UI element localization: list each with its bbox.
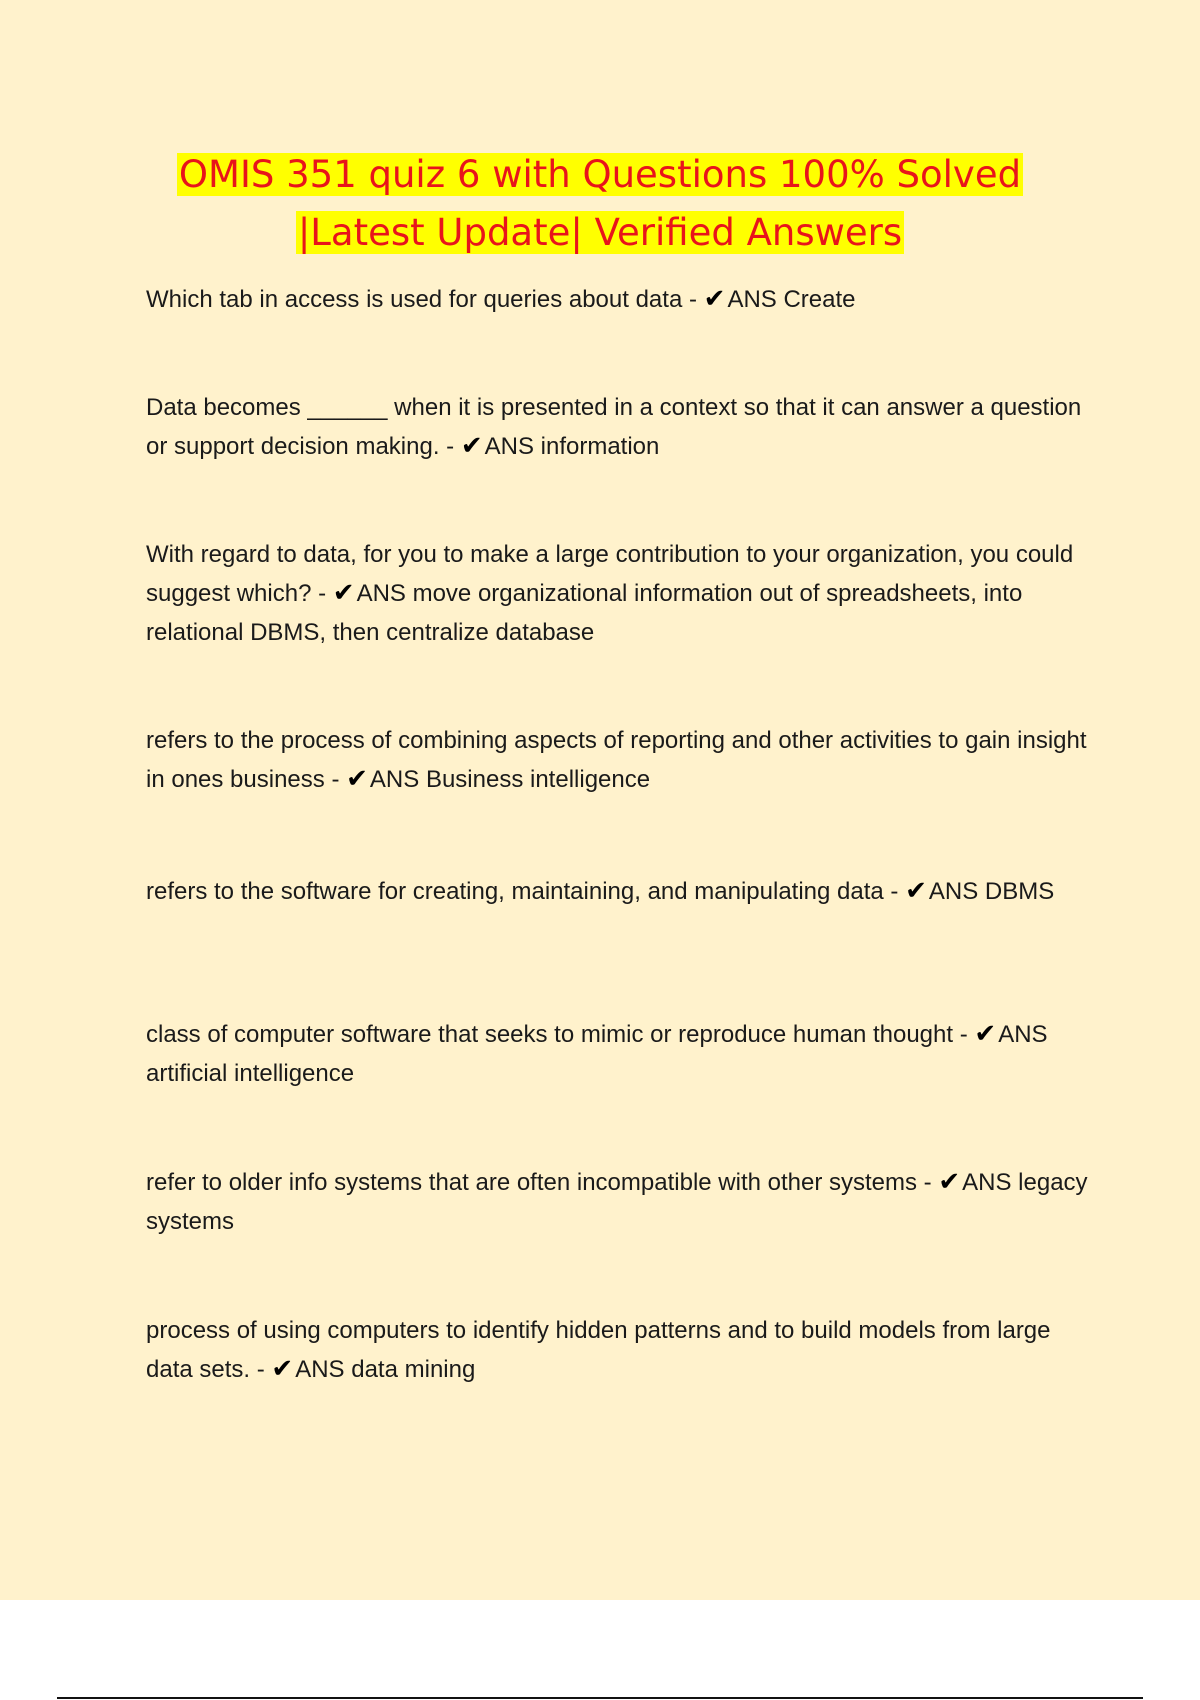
checkmark-icon: ✔ [703,284,726,314]
title-line-2: |Latest Update| Verified Answers [297,211,903,254]
qa-item [146,872,1096,911]
qa-item [146,721,1096,799]
answer-prefix: ANS [998,1021,1048,1048]
answer-prefix: ANS [356,580,406,607]
checkmark-icon: ✔ [460,431,483,461]
question-text: process of using computers to identify hidden patterns and to build models from large data sets. - [146,1317,1051,1383]
question-text: Data becomes ______ when it is presented in a context so that it can answer a question or support decision making. - [146,394,1082,460]
answer-prefix: ANS [928,878,979,905]
question-text: Which tab in access is used for queries about data - [146,286,697,313]
document-title [0,146,1200,262]
answer-text: information [540,433,660,460]
question-text: refers to the process of combining aspects of reporting and other activities to gain insight in ones business - [146,727,1087,793]
question-text: refer to older info systems that are often incompatible with other systems - [146,1169,932,1196]
qa-item [146,1163,1096,1241]
qa-item [146,535,1096,652]
answer-text: Business intelligence [425,766,651,793]
checkmark-icon: ✔ [905,876,927,906]
answer-prefix: ANS [369,766,420,793]
title-line-1: OMIS 351 quiz 6 with Questions 100% Solved [178,153,1022,196]
question-text: With regard to data, for you to make a large contribution to your organization, you could suggest which? - [146,541,1074,607]
qa-item [146,1015,1096,1093]
answer-prefix: ANS [295,1356,345,1383]
answer-prefix: ANS [484,433,534,460]
qa-item [146,388,1096,466]
qa-item [146,280,1096,319]
checkmark-icon: ✔ [346,764,368,794]
question-text: class of computer software that seeks to mimic or reproduce human thought - [146,1021,968,1048]
answer-text: legacy systems [146,1169,1088,1235]
checkmark-icon: ✔ [332,578,355,608]
answer-prefix: ANS [727,286,777,313]
checkmark-icon: ✔ [974,1019,997,1049]
checkmark-icon: ✔ [938,1167,961,1197]
answer-text: artificial intelligence [146,1060,355,1087]
answer-text: move organizational information out of spreadsheets, into relational DBMS, then centralize database [146,580,1023,646]
checkmark-icon: ✔ [271,1354,294,1384]
answer-prefix: ANS [962,1169,1012,1196]
qa-item [146,1311,1096,1389]
answer-text: data mining [351,1356,476,1383]
footer-divider [57,1697,1143,1699]
question-text: refers to the software for creating, maintaining, and manipulating data - [146,878,899,905]
answer-text: Create [783,286,856,313]
answer-text: DBMS [984,878,1055,905]
